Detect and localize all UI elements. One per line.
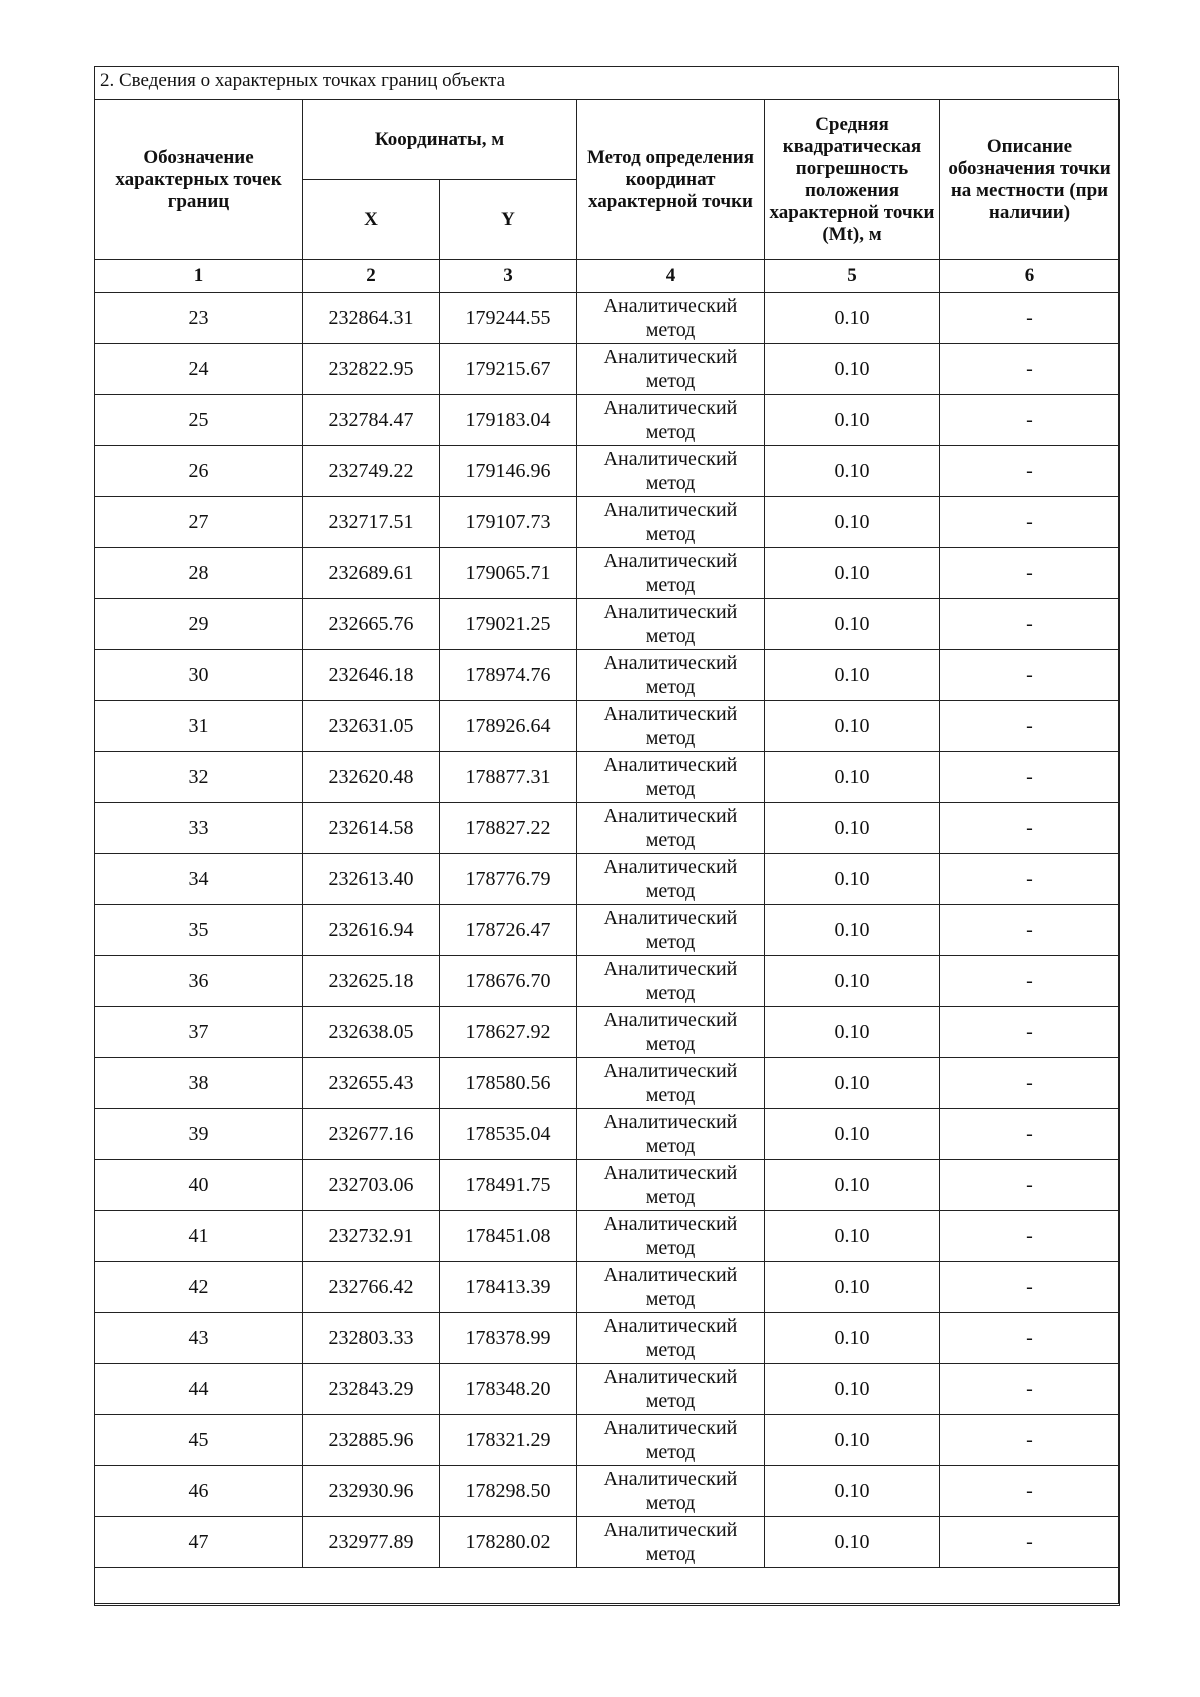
y-coordinate-cell: 178280.02 xyxy=(440,1517,577,1568)
point-cell: 40 xyxy=(95,1160,303,1211)
point-cell: 29 xyxy=(95,599,303,650)
y-coordinate-cell: 179183.04 xyxy=(440,395,577,446)
mean-error-cell: 0.10 xyxy=(765,803,940,854)
method-line-2: метод xyxy=(645,982,696,1004)
point-cell: 47 xyxy=(95,1517,303,1568)
method-cell xyxy=(577,446,765,497)
point-cell: 30 xyxy=(95,650,303,701)
empty-footer-row xyxy=(95,1568,1120,1606)
point-cell: 31 xyxy=(95,701,303,752)
method-line-2: метод xyxy=(645,1237,696,1259)
table-row xyxy=(95,599,1120,650)
method-line-1: Аналитический xyxy=(603,550,738,572)
mean-error-cell: 0.10 xyxy=(765,1466,940,1517)
point-cell: 36 xyxy=(95,956,303,1007)
method-line-1: Аналитический xyxy=(603,1264,738,1286)
point-cell: 34 xyxy=(95,854,303,905)
y-coordinate-cell: 178627.92 xyxy=(440,1007,577,1058)
point-cell: 39 xyxy=(95,1109,303,1160)
method-line-1: Аналитический xyxy=(603,958,738,980)
description-cell: - xyxy=(940,1211,1120,1262)
method-cell xyxy=(577,854,765,905)
mean-error-cell: 0.10 xyxy=(765,344,940,395)
point-cell: 45 xyxy=(95,1415,303,1466)
method-line-2: метод xyxy=(645,1543,696,1565)
point-cell: 46 xyxy=(95,1466,303,1517)
method-line-1: Аналитический xyxy=(603,1213,738,1235)
description-cell: - xyxy=(940,497,1120,548)
y-coordinate-cell: 179244.55 xyxy=(440,293,577,344)
mean-error-cell: 0.10 xyxy=(765,905,940,956)
method-line-2: метод xyxy=(645,778,696,800)
description-cell: - xyxy=(940,344,1120,395)
y-coordinate-cell: 179065.71 xyxy=(440,548,577,599)
method-line-2: метод xyxy=(645,1135,696,1157)
method-cell xyxy=(577,752,765,803)
method-line-2: метод xyxy=(645,880,696,902)
description-cell: - xyxy=(940,1262,1120,1313)
method-line-2: метод xyxy=(645,1339,696,1361)
y-coordinate-cell: 178378.99 xyxy=(440,1313,577,1364)
x-coordinate-cell: 232620.48 xyxy=(303,752,440,803)
description-cell: - xyxy=(940,650,1120,701)
description-cell: - xyxy=(940,1160,1120,1211)
method-line-2: метод xyxy=(645,1492,696,1514)
table-row xyxy=(95,1364,1120,1415)
section-title: 2. Сведения о характерных точках границ объекта xyxy=(100,70,506,91)
x-coordinate-cell: 232677.16 xyxy=(303,1109,440,1160)
method-line-1: Аналитический xyxy=(603,856,738,878)
y-coordinate-cell: 178491.75 xyxy=(440,1160,577,1211)
x-coordinate-cell: 232625.18 xyxy=(303,956,440,1007)
table-row xyxy=(95,497,1120,548)
x-coordinate-cell: 232864.31 xyxy=(303,293,440,344)
description-cell: - xyxy=(940,1109,1120,1160)
y-coordinate-cell: 178321.29 xyxy=(440,1415,577,1466)
method-cell xyxy=(577,1517,765,1568)
x-coordinate-cell: 232616.94 xyxy=(303,905,440,956)
column-number: 3 xyxy=(440,260,577,293)
point-cell: 27 xyxy=(95,497,303,548)
method-line-2: метод xyxy=(645,1186,696,1208)
y-coordinate-cell: 178776.79 xyxy=(440,854,577,905)
mean-error-cell: 0.10 xyxy=(765,956,940,1007)
point-cell: 43 xyxy=(95,1313,303,1364)
x-coordinate-cell: 232885.96 xyxy=(303,1415,440,1466)
table-row xyxy=(95,1211,1120,1262)
mean-error-cell: 0.10 xyxy=(765,599,940,650)
method-cell xyxy=(577,1058,765,1109)
method-line-1: Аналитический xyxy=(603,652,738,674)
table-row xyxy=(95,1058,1120,1109)
y-coordinate-cell: 179107.73 xyxy=(440,497,577,548)
description-cell: - xyxy=(940,1364,1120,1415)
point-cell: 32 xyxy=(95,752,303,803)
y-coordinate-cell: 178974.76 xyxy=(440,650,577,701)
y-coordinate-cell: 178926.64 xyxy=(440,701,577,752)
mean-error-cell: 0.10 xyxy=(765,1007,940,1058)
mean-error-cell: 0.10 xyxy=(765,1160,940,1211)
mean-error-cell: 0.10 xyxy=(765,293,940,344)
table-row xyxy=(95,1517,1120,1568)
header-coordinates: Координаты, м xyxy=(303,100,577,180)
point-cell: 24 xyxy=(95,344,303,395)
x-coordinate-cell: 232646.18 xyxy=(303,650,440,701)
point-cell: 35 xyxy=(95,905,303,956)
y-coordinate-cell: 178676.70 xyxy=(440,956,577,1007)
table-row xyxy=(95,854,1120,905)
method-line-1: Аналитический xyxy=(603,601,738,623)
y-coordinate-cell: 178580.56 xyxy=(440,1058,577,1109)
header-point-designation: Обозначение характерных точек границ xyxy=(95,100,303,260)
method-line-2: метод xyxy=(645,370,696,392)
x-coordinate-cell: 232703.06 xyxy=(303,1160,440,1211)
x-coordinate-cell: 232784.47 xyxy=(303,395,440,446)
table-row xyxy=(95,650,1120,701)
method-cell xyxy=(577,1007,765,1058)
mean-error-cell: 0.10 xyxy=(765,752,940,803)
x-coordinate-cell: 232843.29 xyxy=(303,1364,440,1415)
method-cell xyxy=(577,599,765,650)
description-cell: - xyxy=(940,1007,1120,1058)
y-coordinate-cell: 178451.08 xyxy=(440,1211,577,1262)
description-cell: - xyxy=(940,293,1120,344)
method-line-1: Аналитический xyxy=(603,1060,738,1082)
method-line-1: Аналитический xyxy=(603,295,738,317)
description-cell: - xyxy=(940,1466,1120,1517)
x-coordinate-cell: 232689.61 xyxy=(303,548,440,599)
method-cell xyxy=(577,1262,765,1313)
column-number: 1 xyxy=(95,260,303,293)
point-cell: 26 xyxy=(95,446,303,497)
mean-error-cell: 0.10 xyxy=(765,446,940,497)
method-cell xyxy=(577,293,765,344)
point-cell: 44 xyxy=(95,1364,303,1415)
method-line-2: метод xyxy=(645,421,696,443)
x-coordinate-cell: 232614.58 xyxy=(303,803,440,854)
method-line-1: Аналитический xyxy=(603,1009,738,1031)
mean-error-cell: 0.10 xyxy=(765,701,940,752)
mean-error-cell: 0.10 xyxy=(765,1262,940,1313)
x-coordinate-cell: 232613.40 xyxy=(303,854,440,905)
table-row xyxy=(95,1109,1120,1160)
point-cell: 42 xyxy=(95,1262,303,1313)
description-cell: - xyxy=(940,1517,1120,1568)
method-line-2: метод xyxy=(645,319,696,341)
table-row xyxy=(95,956,1120,1007)
point-cell: 37 xyxy=(95,1007,303,1058)
description-cell: - xyxy=(940,854,1120,905)
mean-error-cell: 0.10 xyxy=(765,395,940,446)
mean-error-cell: 0.10 xyxy=(765,1364,940,1415)
method-cell xyxy=(577,1364,765,1415)
x-coordinate-cell: 232766.42 xyxy=(303,1262,440,1313)
table-row xyxy=(95,1262,1120,1313)
y-coordinate-cell: 178535.04 xyxy=(440,1109,577,1160)
header-mean-error: Средняя квадратическая погрешность положения характерной точки (Mt), м xyxy=(765,100,940,260)
table-row xyxy=(95,905,1120,956)
x-coordinate-cell: 232822.95 xyxy=(303,344,440,395)
header-description: Описание обозначения точки на местности (при наличии) xyxy=(940,100,1120,260)
point-cell: 33 xyxy=(95,803,303,854)
mean-error-cell: 0.10 xyxy=(765,1211,940,1262)
point-cell: 41 xyxy=(95,1211,303,1262)
method-cell xyxy=(577,1211,765,1262)
method-cell xyxy=(577,497,765,548)
description-cell: - xyxy=(940,548,1120,599)
method-line-1: Аналитический xyxy=(603,1468,738,1490)
description-cell: - xyxy=(940,701,1120,752)
method-cell xyxy=(577,1466,765,1517)
x-coordinate-cell: 232631.05 xyxy=(303,701,440,752)
table-row xyxy=(95,293,1120,344)
description-cell: - xyxy=(940,1058,1120,1109)
mean-error-cell: 0.10 xyxy=(765,1058,940,1109)
description-cell: - xyxy=(940,752,1120,803)
y-coordinate-cell: 178877.31 xyxy=(440,752,577,803)
header-method: Метод определения координат характерной точки xyxy=(577,100,765,260)
description-cell: - xyxy=(940,1415,1120,1466)
method-cell xyxy=(577,803,765,854)
table-row xyxy=(95,752,1120,803)
method-cell xyxy=(577,1313,765,1364)
table-row xyxy=(95,344,1120,395)
method-line-1: Аналитический xyxy=(603,499,738,521)
header-x: X xyxy=(303,180,440,260)
method-line-2: метод xyxy=(645,829,696,851)
method-line-2: метод xyxy=(645,676,696,698)
y-coordinate-cell: 178298.50 xyxy=(440,1466,577,1517)
y-coordinate-cell: 178726.47 xyxy=(440,905,577,956)
x-coordinate-cell: 232803.33 xyxy=(303,1313,440,1364)
method-line-2: метод xyxy=(645,472,696,494)
method-cell xyxy=(577,1109,765,1160)
point-cell: 23 xyxy=(95,293,303,344)
description-cell: - xyxy=(940,803,1120,854)
mean-error-cell: 0.10 xyxy=(765,1313,940,1364)
method-cell xyxy=(577,650,765,701)
method-line-1: Аналитический xyxy=(603,1519,738,1541)
method-line-1: Аналитический xyxy=(603,448,738,470)
table-row xyxy=(95,548,1120,599)
method-line-1: Аналитический xyxy=(603,1111,738,1133)
point-cell: 25 xyxy=(95,395,303,446)
table-row xyxy=(95,803,1120,854)
method-line-1: Аналитический xyxy=(603,397,738,419)
table-row xyxy=(95,446,1120,497)
x-coordinate-cell: 232717.51 xyxy=(303,497,440,548)
y-coordinate-cell: 179146.96 xyxy=(440,446,577,497)
table-row xyxy=(95,1160,1120,1211)
table-row xyxy=(95,1466,1120,1517)
method-cell xyxy=(577,344,765,395)
method-line-1: Аналитический xyxy=(603,1162,738,1184)
mean-error-cell: 0.10 xyxy=(765,1415,940,1466)
y-coordinate-cell: 178348.20 xyxy=(440,1364,577,1415)
method-line-2: метод xyxy=(645,1441,696,1463)
method-line-1: Аналитический xyxy=(603,1366,738,1388)
method-cell xyxy=(577,395,765,446)
x-coordinate-cell: 232977.89 xyxy=(303,1517,440,1568)
method-line-2: метод xyxy=(645,1033,696,1055)
method-line-1: Аналитический xyxy=(603,805,738,827)
method-cell xyxy=(577,701,765,752)
method-line-2: метод xyxy=(645,931,696,953)
method-line-1: Аналитический xyxy=(603,754,738,776)
x-coordinate-cell: 232930.96 xyxy=(303,1466,440,1517)
x-coordinate-cell: 232732.91 xyxy=(303,1211,440,1262)
table-row xyxy=(95,701,1120,752)
description-cell: - xyxy=(940,1313,1120,1364)
mean-error-cell: 0.10 xyxy=(765,854,940,905)
method-cell xyxy=(577,548,765,599)
method-line-1: Аналитический xyxy=(603,703,738,725)
table-row xyxy=(95,1415,1120,1466)
method-cell xyxy=(577,1415,765,1466)
x-coordinate-cell: 232655.43 xyxy=(303,1058,440,1109)
y-coordinate-cell: 179021.25 xyxy=(440,599,577,650)
mean-error-cell: 0.10 xyxy=(765,650,940,701)
method-cell xyxy=(577,1160,765,1211)
method-line-1: Аналитический xyxy=(603,907,738,929)
description-cell: - xyxy=(940,446,1120,497)
x-coordinate-cell: 232749.22 xyxy=(303,446,440,497)
method-line-2: метод xyxy=(645,625,696,647)
y-coordinate-cell: 178827.22 xyxy=(440,803,577,854)
description-cell: - xyxy=(940,599,1120,650)
x-coordinate-cell: 232665.76 xyxy=(303,599,440,650)
method-cell xyxy=(577,905,765,956)
table-row xyxy=(95,395,1120,446)
mean-error-cell: 0.10 xyxy=(765,497,940,548)
table-row xyxy=(95,1313,1120,1364)
header-y: Y xyxy=(440,180,577,260)
method-line-1: Аналитический xyxy=(603,1315,738,1337)
column-number: 2 xyxy=(303,260,440,293)
description-cell: - xyxy=(940,956,1120,1007)
mean-error-cell: 0.10 xyxy=(765,1517,940,1568)
method-line-2: метод xyxy=(645,727,696,749)
method-line-1: Аналитический xyxy=(603,346,738,368)
mean-error-cell: 0.10 xyxy=(765,1109,940,1160)
description-cell: - xyxy=(940,905,1120,956)
mean-error-cell: 0.10 xyxy=(765,548,940,599)
boundary-points-table xyxy=(94,99,1120,1606)
column-number: 6 xyxy=(940,260,1120,293)
x-coordinate-cell: 232638.05 xyxy=(303,1007,440,1058)
method-line-2: метод xyxy=(645,1288,696,1310)
method-line-2: метод xyxy=(645,1084,696,1106)
method-line-2: метод xyxy=(645,523,696,545)
y-coordinate-cell: 179215.67 xyxy=(440,344,577,395)
point-cell: 28 xyxy=(95,548,303,599)
y-coordinate-cell: 178413.39 xyxy=(440,1262,577,1313)
method-line-2: метод xyxy=(645,574,696,596)
method-cell xyxy=(577,956,765,1007)
point-cell: 38 xyxy=(95,1058,303,1109)
table-row xyxy=(95,1007,1120,1058)
column-number: 4 xyxy=(577,260,765,293)
column-number: 5 xyxy=(765,260,940,293)
description-cell: - xyxy=(940,395,1120,446)
method-line-1: Аналитический xyxy=(603,1417,738,1439)
method-line-2: метод xyxy=(645,1390,696,1412)
